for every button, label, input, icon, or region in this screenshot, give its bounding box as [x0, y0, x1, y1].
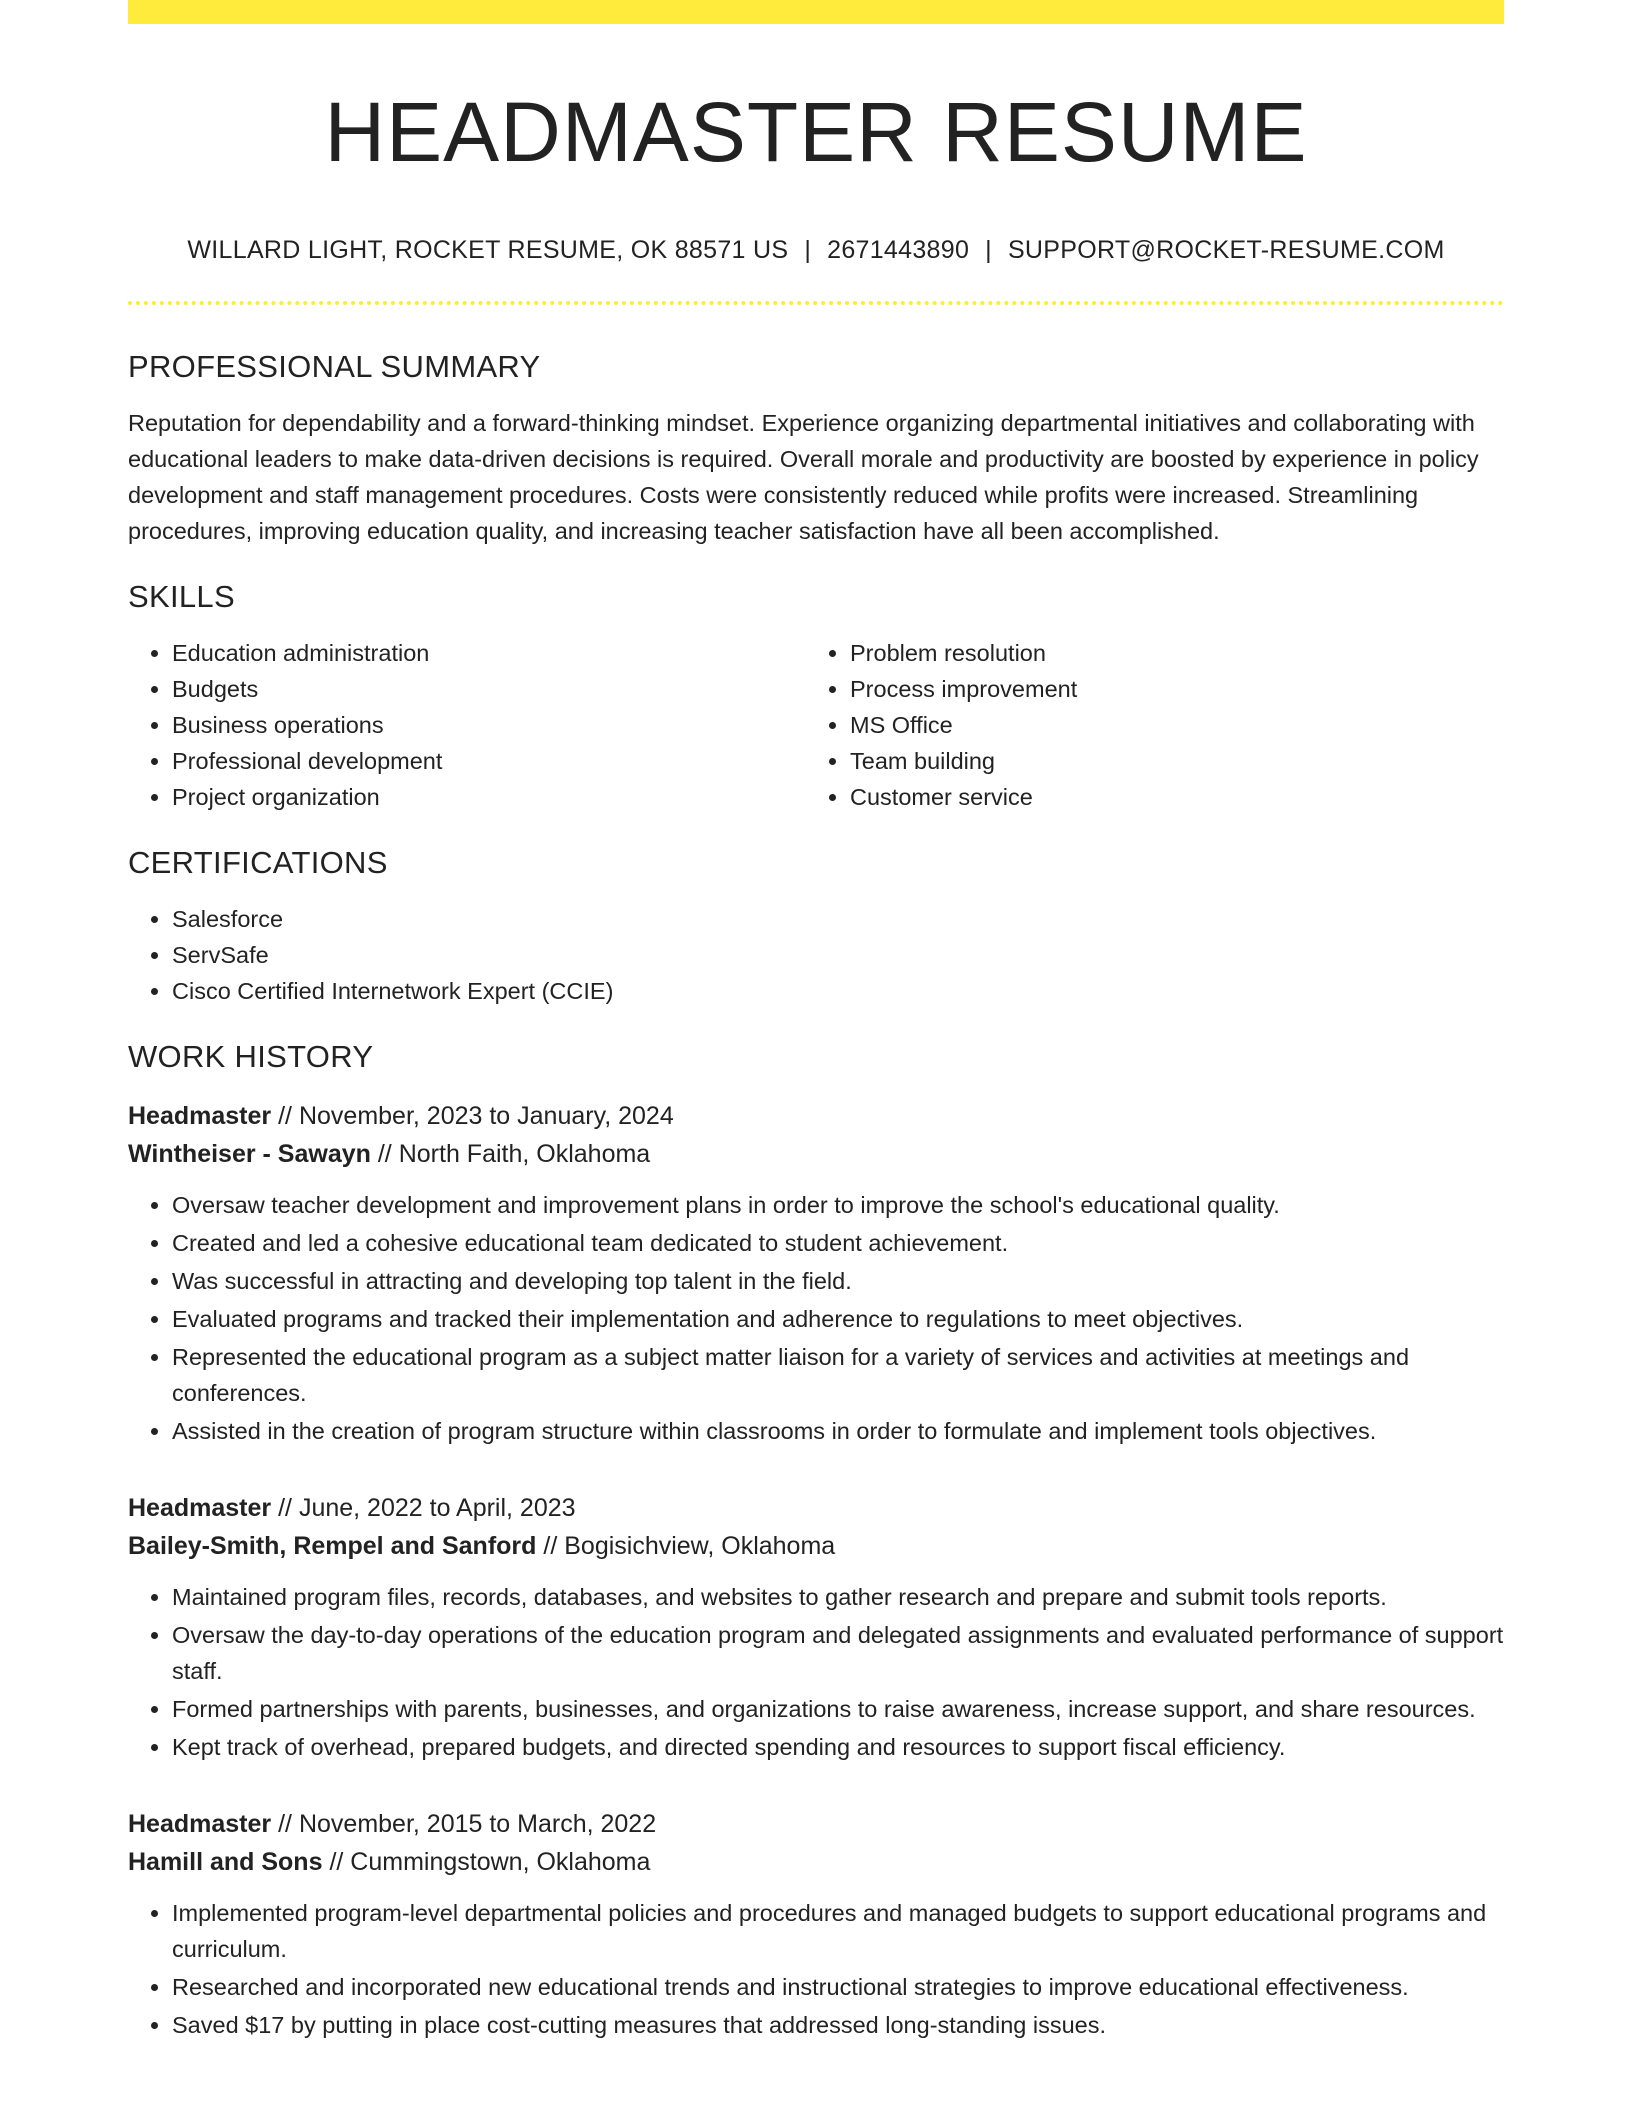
skills-grid: [128, 635, 1504, 815]
contact-separator: |: [804, 236, 812, 265]
job-location: North Faith, Oklahoma: [398, 1140, 651, 1169]
job-separator: //: [278, 1102, 292, 1131]
job-bullet: • Represented the educational program as a subject matter liaison for a variety of services and activities at meetings and conferences.: [172, 1339, 1504, 1411]
summary-text: Reputation for dependability and a forward-thinking mindset. Experience organizing departmental initiatives and collaborating with educational leaders to make data-driven decisions is required. Overall morale and productivity are boosted by experience in policy development and staff management procedures. Costs were consistently reduced while profits were increased. Streamlining procedures, improving education quality, and increasing teacher satisfaction have all been accomplished.: [128, 410, 1479, 545]
skill-item: • Education administration: [172, 635, 806, 671]
skill-item: • Project organization: [172, 779, 806, 815]
job-bullet: • Oversaw the day-to-day operations of the education program and delegated assignments and evaluated performance of support staff.: [172, 1617, 1504, 1689]
skill-item: • Team building: [850, 743, 1484, 779]
job-bullet: • Formed partnerships with parents, businesses, and organizations to raise awareness, increase support, and share resources.: [172, 1691, 1504, 1727]
job-bullet: • Saved $17 by putting in place cost-cutting measures that addressed long-standing issues.: [172, 2007, 1504, 2043]
job-company: Hamill and Sons: [128, 1848, 323, 1877]
resume-page: [128, 0, 1504, 2045]
job-bullet: • Was successful in attracting and developing top talent in the field.: [172, 1263, 1504, 1299]
job-entry: [128, 1489, 1504, 1765]
job-bullet: • Assisted in the creation of program structure within classrooms in order to formulate and implement tools objectives.: [172, 1413, 1504, 1449]
job-title: Headmaster: [128, 1102, 272, 1131]
job-dates: November, 2015 to March, 2022: [298, 1810, 657, 1839]
job-title-line: [128, 1805, 1504, 1843]
job-company-line: [128, 1843, 1504, 1881]
job-company-line: [128, 1135, 1504, 1173]
certification-item: • Cisco Certified Internetwork Expert (CCIE): [172, 973, 1504, 1009]
job-bullet: • Kept track of overhead, prepared budgets, and directed spending and resources to support fiscal efficiency.: [172, 1729, 1504, 1765]
job-bullet: • Researched and incorporated new educational trends and instructional strategies to improve educational effectiveness.: [172, 1969, 1504, 2005]
job-company: Wintheiser - Sawayn: [128, 1140, 371, 1169]
dotted-divider: [128, 301, 1504, 305]
work-history-heading: WORK HISTORY: [128, 1039, 374, 1075]
resume-title: HEADMASTER RESUME: [324, 85, 1308, 179]
contact-phone: 2671443890: [827, 236, 970, 265]
certification-item: • ServSafe: [172, 937, 1504, 973]
job-bullet: • Maintained program files, records, databases, and websites to gather research and prepare and submit tools reports.: [172, 1579, 1504, 1615]
job-title-line: [128, 1489, 1504, 1527]
job-bullet: • Oversaw teacher development and improvement plans in order to improve the school's educational quality.: [172, 1187, 1504, 1223]
job-bullets: [128, 1579, 1504, 1765]
job-entry: [128, 1805, 1504, 2043]
contact-email: SUPPORT@ROCKET-RESUME.COM: [1007, 236, 1445, 265]
job-company-line: [128, 1527, 1504, 1565]
skill-item: • MS Office: [850, 707, 1484, 743]
summary-heading: PROFESSIONAL SUMMARY: [128, 349, 541, 385]
job-title: Headmaster: [128, 1494, 272, 1523]
job-entry: [128, 1097, 1504, 1449]
skill-item: • Process improvement: [850, 671, 1484, 707]
skills-heading: SKILLS: [128, 579, 235, 615]
skill-item: • Customer service: [850, 779, 1484, 815]
contact-separator: |: [985, 236, 992, 265]
accent-top-bar: [128, 0, 1504, 24]
certifications-heading: CERTIFICATIONS: [128, 845, 388, 881]
job-dates: June, 2022 to April, 2023: [298, 1494, 576, 1523]
job-bullet: • Implemented program-level departmental policies and procedures and managed budgets to support educational programs and curriculum.: [172, 1895, 1504, 1967]
job-separator: //: [543, 1532, 558, 1561]
job-location: Cummingstown, Oklahoma: [350, 1848, 651, 1877]
job-title-line: [128, 1097, 1504, 1135]
skills-list-left: [128, 635, 806, 815]
job-bullets: [128, 1187, 1504, 1449]
job-separator: //: [278, 1810, 292, 1839]
job-separator: //: [329, 1848, 344, 1877]
job-location: Bogisichview, Oklahoma: [564, 1532, 836, 1561]
job-title: Headmaster: [128, 1810, 272, 1839]
skill-item: • Professional development: [172, 743, 806, 779]
job-separator: //: [278, 1494, 292, 1523]
skills-list-right: [806, 635, 1484, 815]
job-bullet: • Evaluated programs and tracked their implementation and adherence to regulations to meet objectives.: [172, 1301, 1504, 1337]
job-bullets: [128, 1895, 1504, 2043]
skill-item: • Business operations: [172, 707, 806, 743]
skill-item: • Budgets: [172, 671, 806, 707]
job-company: Bailey-Smith, Rempel and Sanford: [128, 1532, 537, 1561]
certifications-list: [128, 901, 1504, 1009]
job-dates: November, 2023 to January, 2024: [298, 1102, 674, 1131]
contact-line: [128, 236, 1504, 265]
skill-item: • Problem resolution: [850, 635, 1484, 671]
contact-address: WILLARD LIGHT, ROCKET RESUME, OK 88571 US: [187, 236, 789, 265]
job-separator: //: [377, 1140, 392, 1169]
job-bullet: • Created and led a cohesive educational team dedicated to student achievement.: [172, 1225, 1504, 1261]
certification-item: • Salesforce: [172, 901, 1504, 937]
